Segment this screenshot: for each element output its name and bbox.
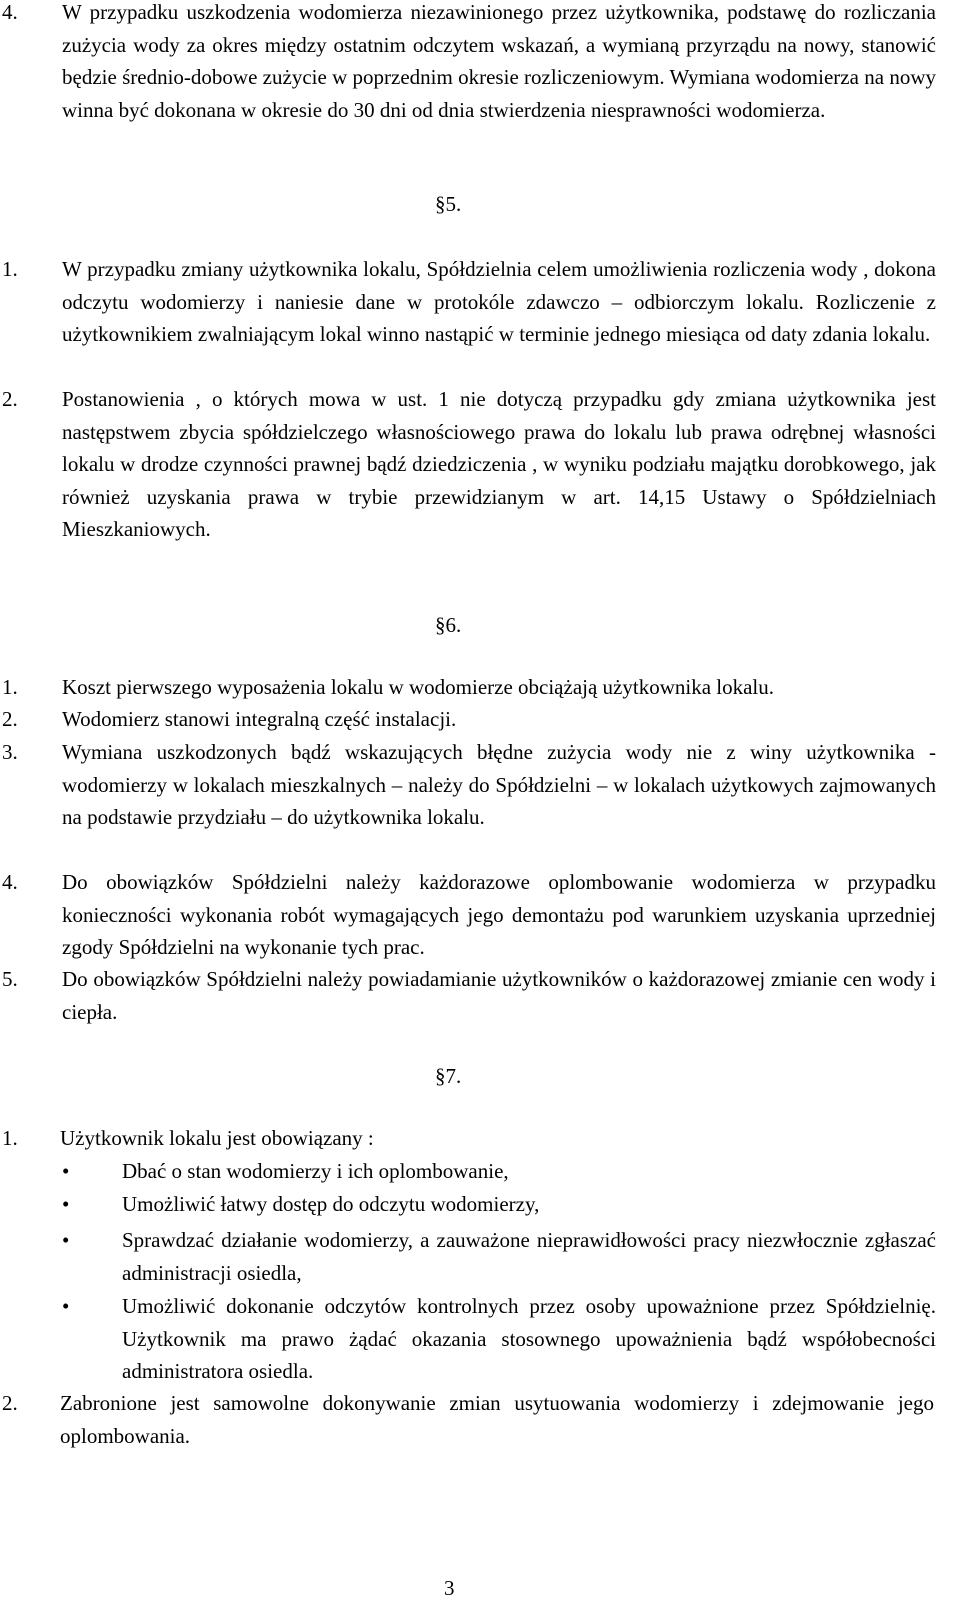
item-number: 2. — [2, 707, 18, 731]
item-text: Wodomierz stanowi integralną część instalacji. — [62, 707, 457, 731]
item-number: 3. — [2, 740, 18, 764]
item-number: 4. — [2, 870, 18, 894]
section-heading-6: §6. — [435, 613, 462, 637]
item-text: Wymiana uszkodzonych bądź wskazujących błędne zużycia wody nie z winy użytkownika - wodomierzy w lokalach mieszkalnych – należy do Spółdzielni – w lokalach użytkowych zajmowanych na podstawie przydziału – do użytkownika lokalu. — [62, 740, 936, 829]
item-text: Do obowiązków Spółdzielni należy powiadamianie użytkowników o każdorazowej zmianie cen wody i ciepła. — [62, 967, 936, 1024]
page-number: 3 — [444, 1576, 455, 1600]
item-text: W przypadku zmiany użytkownika lokalu, Spółdzielnia celem umożliwienia rozliczenia wody , dokona odczytu wodomierzy i naniesie dane w protokóle zdawczo – odbiorczym lokalu. Rozliczenie z użytkownikiem zwalniającym lokal winno nastąpić w terminie jednego miesiąca od daty zdania lokalu. — [62, 257, 936, 346]
bullet-text: Umożliwić łatwy dostęp do odczytu wodomierzy, — [122, 1192, 540, 1216]
item-text: W przypadku uszkodzenia wodomierza niezawinionego przez użytkownika, podstawę do rozliczania zużycia wody za okres między ostatnim odczytem wskazań, a wymianą przyrządu na nowy, stanowić będzie średnio-dobowe zużycie w poprzednim okresie rozliczeniowym. Wymiana wodomierza na nowy winna być dokonana w okresie do 30 dni od dnia stwierdzenia niesprawności wodomierza. — [62, 0, 936, 122]
bullet-icon: • — [62, 1159, 70, 1183]
item-text: Postanowienia , o których mowa w ust. 1 nie dotyczą przypadku gdy zmiana użytkownika jest następstwem zbycia spółdzielczego własnościowego prawa do lokalu lub prawa odrębnej własności lokalu w drodze czynności prawnej bądź dziedziczenia , w wyniku podziału majątku dorobkowego, jak również uzyskania prawa w trybie przewidzianym w art. 14,15 Ustawy o Spółdzielniach Mieszkaniowych. — [62, 387, 936, 541]
item-number: 1. — [2, 675, 18, 699]
item-number: 2. — [2, 387, 18, 411]
item-text: Do obowiązków Spółdzielni należy każdorazowe oplombowanie wodomierza w przypadku konieczności wykonania robót wymagających jego demontażu pod warunkiem uzyskania uprzedniej zgody Spółdzielni na wykonanie tych prac. — [62, 870, 936, 959]
bullet-icon: • — [62, 1228, 70, 1252]
item-number: 1. — [2, 257, 18, 281]
section-heading-7: §7. — [435, 1064, 462, 1088]
item-number: 1. — [2, 1126, 18, 1150]
item-text: Koszt pierwszego wyposażenia lokalu w wodomierze obciążają użytkownika lokalu. — [62, 675, 775, 699]
section-heading-5: §5. — [435, 192, 462, 216]
bullet-text: Umożliwić dokonanie odczytów kontrolnych przez osoby upoważnione przez Spółdzielnię. Użytkownik ma prawo żądać okazania stosownego upoważnienia bądź współobecności administratora osiedla. — [122, 1294, 936, 1383]
item-number: 2. — [2, 1391, 18, 1415]
bullet-text: Dbać o stan wodomierzy i ich oplombowanie, — [122, 1159, 509, 1183]
item-text: Zabronione jest samowolne dokonywanie zmian usytuowania wodomierzy i zdejmowanie jego oplombowania. — [60, 1391, 934, 1448]
item-number: 4. — [2, 0, 18, 24]
bullet-text: Sprawdzać działanie wodomierzy, a zauważone nieprawidłowości pracy niezwłocznie zgłaszać administracji osiedla, — [122, 1228, 936, 1285]
item-text: Użytkownik lokalu jest obowiązany : — [60, 1126, 374, 1150]
bullet-icon: • — [62, 1294, 70, 1318]
bullet-icon: • — [62, 1192, 70, 1216]
item-number: 5. — [2, 967, 18, 991]
